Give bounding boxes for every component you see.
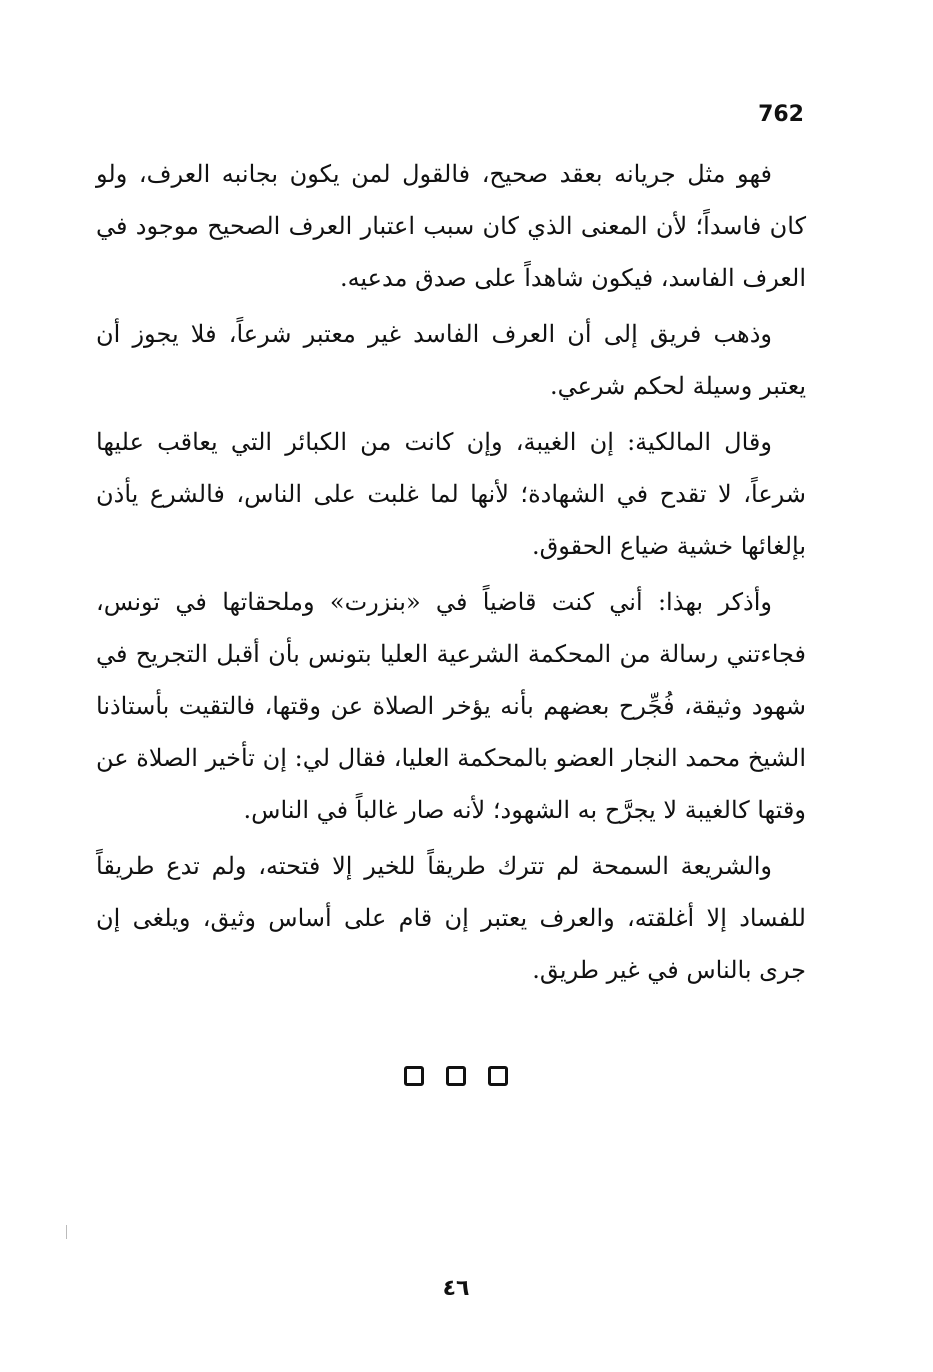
square-ornament-icon	[446, 1066, 466, 1086]
paragraph-1: فهو مثل جريانه بعقد صحيح، فالقول لمن يكون بجانبه العرف، ولو كان فاسداً؛ لأن المعنى الذي كان سبب اعتبار العرف الصحيح موجود في العرف الفاسد، فيكون شاهداً على صدق مدعيه.	[96, 160, 806, 292]
section-end-ornament	[404, 1066, 508, 1092]
page-number-bottom: ٤٦	[442, 1276, 470, 1301]
paragraph-5: والشريعة السمحة لم تترك طريقاً للخير إلا فتحته، ولم تدع طريقاً للفساد إلا أغلقته، والعرف يعتبر إن قام على أساس وثيق، ويلغى إن جرى بالناس في غير طريق.	[96, 852, 806, 984]
page-number-top: 762	[758, 102, 804, 127]
paragraph-4: وأذكر بهذا: أني كنت قاضياً في «بنزرت» وملحقاتها في تونس، فجاءتني رسالة من المحكمة الشرعية العليا بتونس بأن أقبل التجريح في شهود وثيقة، فُجِّرح بعضهم بأنه يؤخر الصلاة عن وقتها، فالتقيت بأستاذنا الشيخ محمد النجار العضو بالمحكمة العليا، فقال لي: إن تأخير الصلاة عن وقتها كالغيبة لا يجرَّح به الشهود؛ لأنه صار غالباً في الناس.	[96, 588, 806, 824]
margin-mark	[66, 1225, 67, 1239]
square-ornament-icon	[488, 1066, 508, 1086]
body-text	[96, 148, 806, 1000]
paragraph-2: وذهب فريق إلى أن العرف الفاسد غير معتبر شرعاً، فلا يجوز أن يعتبر وسيلة لحكم شرعي.	[96, 320, 806, 400]
square-ornament-icon	[404, 1066, 424, 1086]
paragraph-3: وقال المالكية: إن الغيبة، وإن كانت من الكبائر التي يعاقب عليها شرعاً، لا تقدح في الشهادة؛ لأنها لما غلبت على الناس، فالشرع يأذن بإلغائها خشية ضياع الحقوق.	[96, 428, 806, 560]
